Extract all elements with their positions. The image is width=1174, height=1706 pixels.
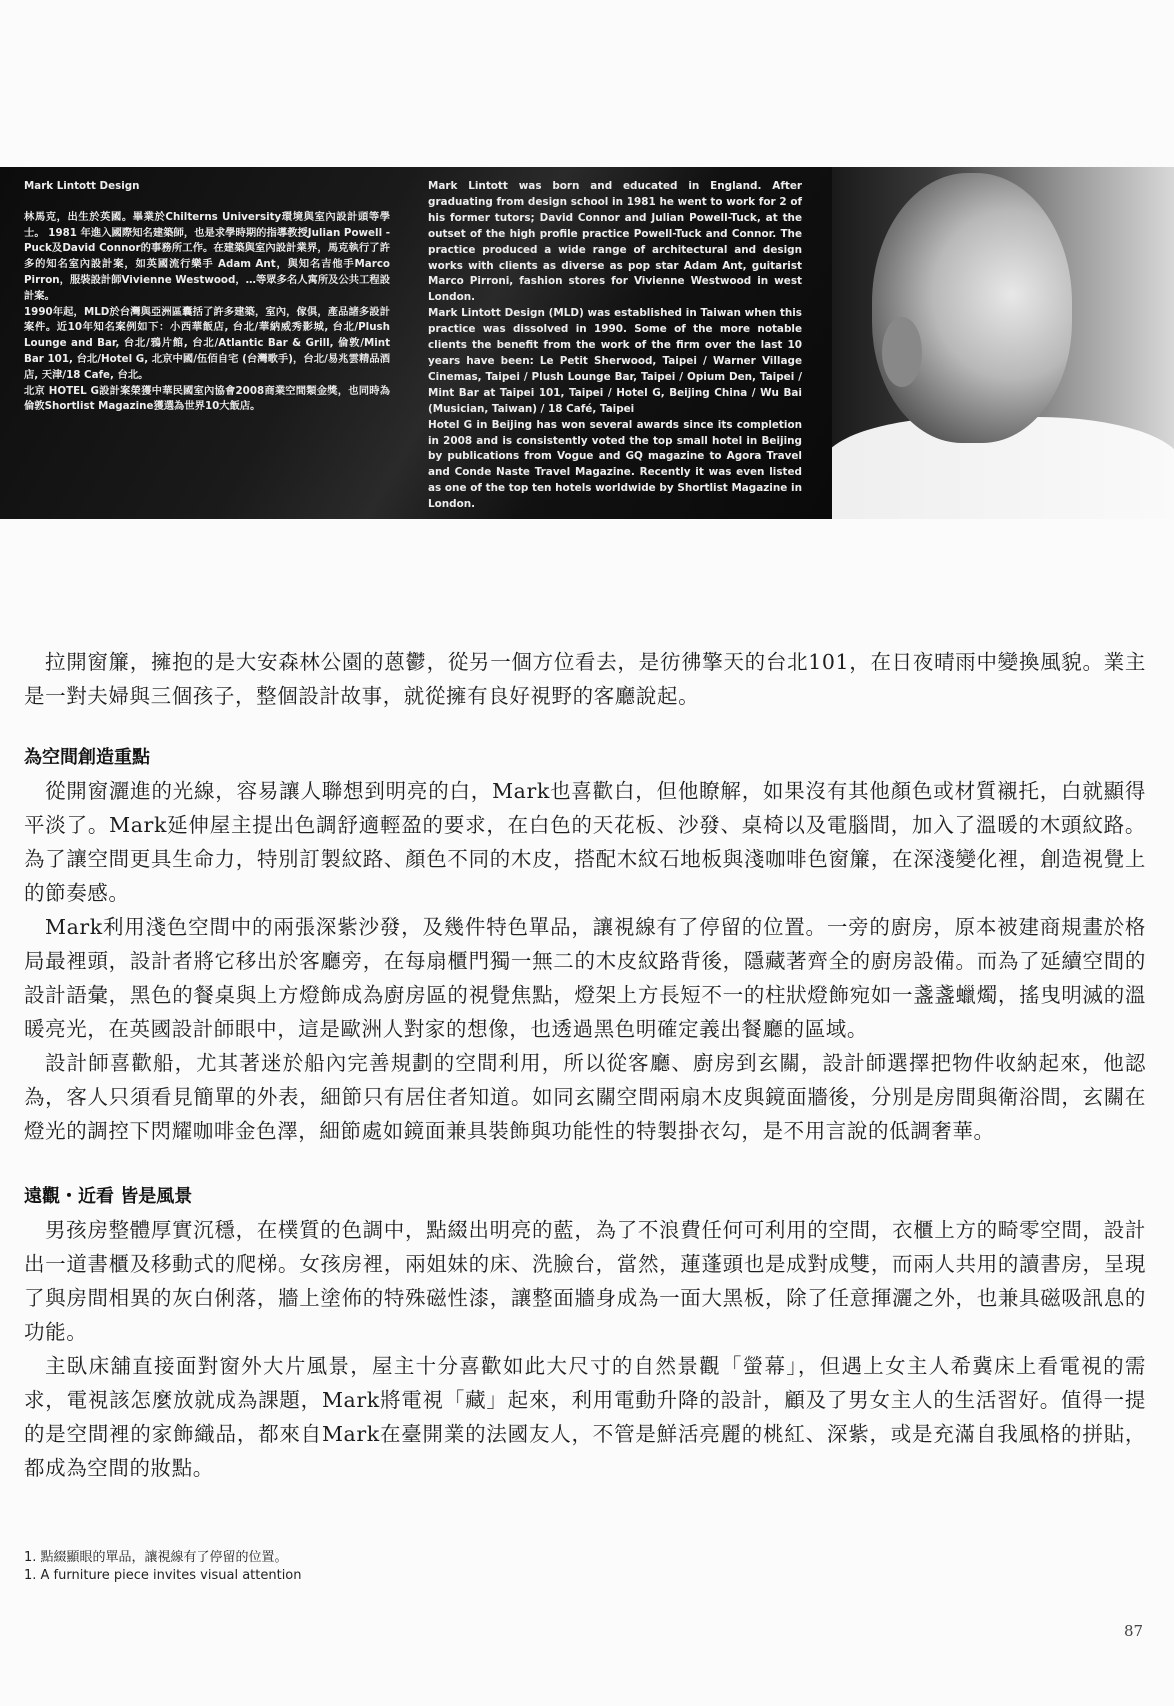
section-heading: 遠觀・近看 皆是風景 bbox=[24, 1186, 193, 1207]
bio-zh-paragraph: 林馬克，出生於英國。畢業於Chilterns University環境與室內設計頭等學士。 1981 年進入國際知名建築師，也是求學時期的指導教授Julian Powell -Puck及David Connor的事務所工作。在建築與室內設計業界，馬克執行了許多的知名室內設計案，如英國流行樂手 Adam Ant，與知名吉他手Marco Pirron，服裝設計師Vivienne Westwood，…等眾多名人寓所及公共工程設計案。 bbox=[24, 210, 390, 302]
bio-en-paragraph: Mark Lintott Design (MLD) was established in Taiwan when this practice was dissolved in 1990. Some of the more notable clients the benefit from the work of the firm over the last 10 years have been: Le Petit Sherwood, Taipei / Warner Village Cinemas, Taipei / Plush Lounge Bar, Taipei / Opium Den, Taipei / Mint Bar at Taipei 101, Taipei / Hotel G, Beijing China / Wu Bai (Musician, Taiwan) / 18 Café, Taipei bbox=[428, 307, 802, 415]
bio-en-paragraph: Hotel G in Beijing has won several awards since its completion in 2008 and is consistently voted the top small hotel in Beijing by publications from Vogue and GQ magazine to Agora Travel and Conde Naste Travel Magazine. Recently it was even listed as one of the top ten hotels worldwide by Shortlist Magazine in London. bbox=[428, 418, 802, 511]
paragraph: 主臥床舖直接面對窗外大片風景，屋主十分喜歡如此大尺寸的自然景觀「螢幕」，但遇上女主人希冀床上看電視的需求，電視該怎麼放就成為課題，Mark將電視「藏」起來，利用電動升降的設計，顧及了男女主人的生活習好。值得一提的是空間裡的家飾織品，都來自Mark在臺開業的法國友人，不管是鮮活亮麗的桃紅、深紫，或是充滿自我風格的拼貼，都成為空間的妝點。 bbox=[24, 1354, 1146, 1480]
bio-zh-paragraph: 1990年起，MLD於台灣與亞洲區囊括了許多建築，室內，傢俱，產品諸多設計案件。近10年知名案例如下：小西華飯店, 台北/華納威秀影城, 台北/Plush Lounge and Bar, 台北/鴉片館, 台北/Atlantic Bar & Grill, 倫敦/Mint Bar 101, 台北/Hotel G, 北京中國/伍佰自宅 (台灣歌手)，台北/易兆雲精品酒店, 天津/18 Cafe, 台北。 bbox=[24, 305, 390, 381]
caption-zh: 1. 點綴顯眼的單品，讓視線有了停留的位置。 bbox=[24, 1550, 288, 1565]
photo-caption bbox=[24, 1549, 302, 1585]
paragraph: 男孩房整體厚實沉穩，在樸質的色調中，點綴出明亮的藍，為了不浪費任何可利用的空間，衣櫃上方的畸零空間，設計出一道書櫃及移動式的爬梯。女孩房裡，兩姐妹的床、洗臉台，當然，蓮蓬頭也是成對成雙，而兩人共用的讀書房，呈現了與房間相異的灰白俐落，牆上塗佈的特殊磁性漆，讓整面牆身成為一面大黑板，除了任意揮灑之外，也兼具磁吸訊息的功能。 bbox=[24, 1218, 1146, 1344]
paragraph: Mark利用淺色空間中的兩張深紫沙發，及幾件特色單品，讓視線有了停留的位置。一旁的廚房，原本被建商規畫於格局最裡頭，設計者將它移出於客廳旁，在每扇櫃門獨一無二的木皮紋路背後，隱藏著齊全的廚房設備。而為了延續空間的設計語彙，黑色的餐桌與上方燈飾成為廚房區的視覺焦點，燈架上方長短不一的柱狀燈飾宛如一盞盞蠟燭，搖曳明滅的溫暖亮光，在英國設計師眼中，這是歐洲人對家的想像，也透過黑色明確定義出餐廳的區域。 bbox=[24, 915, 1146, 1041]
paragraph: 設計師喜歡船，尤其著迷於船內完善規劃的空間利用，所以從客廳、廚房到玄關，設計師選擇把物件收納起來，他認為，客人只須看見簡單的外表，細節只有居住者知道。如同玄關空間兩扇木皮與鏡面牆後，分別是房間與衛浴間，玄關在燈光的調控下閃耀咖啡金色澤，細節處如鏡面兼具裝飾與功能性的特製掛衣勾，是不用言說的低調奢華。 bbox=[24, 1051, 1146, 1143]
section2-body bbox=[24, 1213, 1146, 1485]
bio-title: Mark Lintott Design bbox=[24, 180, 140, 192]
bio-english bbox=[428, 179, 802, 513]
section-heading: 為空間創造重點 bbox=[24, 747, 150, 768]
intro-paragraph: 拉開窗簾，擁抱的是大安森林公園的蒽鬱，從另一個方位看去，是彷彿擎天的台北101，在日夜晴雨中變換風貌。業主是一對夫婦與三個孩子，整個設計故事，就從擁有良好視野的客廳說起。 bbox=[24, 650, 1146, 708]
paragraph: 從開窗灑進的光線，容易讓人聯想到明亮的白，Mark也喜歡白，但他瞭解，如果沒有其他顏色或材質襯托，白就顯得平淡了。Mark延伸屋主提出色調舒適輕盈的要求，在白色的天花板、沙發、桌椅以及電腦間，加入了溫暖的木頭紋路。為了讓空間更具生命力，特別訂製紋路、顏色不同的木皮，搭配木紋石地板與淺咖啡色窗簾，在深淺變化裡，創造視覺上的節奏感。 bbox=[24, 779, 1146, 905]
designer-portrait-photo bbox=[832, 167, 1174, 519]
bio-en-paragraph: Mark Lintott was born and educated in England. After graduating from design school in 1981 he went to work for 2 of his former tutors; David Connor and Julian Powell-Tuck, at the outset of the high profile practice Powell-Tuck and Connor. The practice produced a wide range of architectural and design works with clients as diverse as pop star Adam Ant, guitarist Marco Pirroni, fashion stores for Vivienne Westwood in west London. bbox=[428, 180, 802, 304]
section1-body bbox=[24, 774, 1146, 1148]
caption-en: 1. A furniture piece invites visual attention bbox=[24, 1568, 302, 1583]
designer-bio-panel bbox=[0, 167, 832, 519]
page-number: 87 bbox=[1124, 1622, 1144, 1640]
bio-zh-paragraph: 北京 HOTEL G設計案榮獲中華民國室內協會2008商業空間類金獎，也同時為倫敦Shortlist Magazine獲選為世界10大飯店。 bbox=[24, 384, 390, 413]
bio-chinese bbox=[24, 179, 390, 415]
